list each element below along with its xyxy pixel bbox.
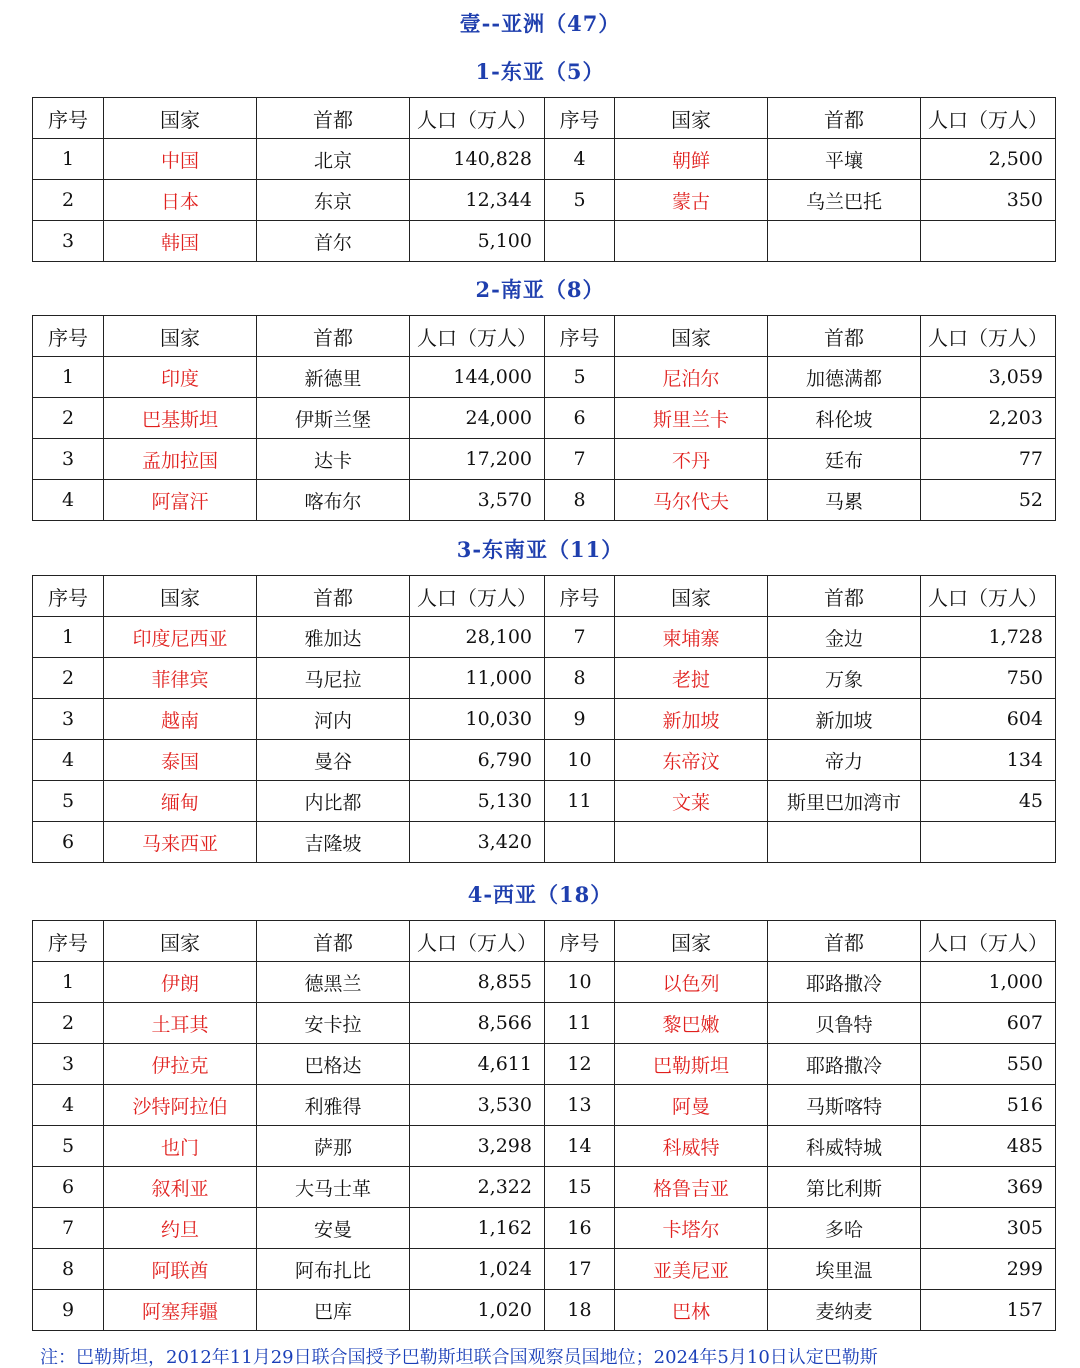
table-header-row <box>33 576 1056 617</box>
cell-capital: 万象 <box>768 658 921 699</box>
cell-population: 1,162 <box>410 1208 545 1249</box>
cell-population: 1,020 <box>410 1290 545 1331</box>
header-country: 国家 <box>615 921 768 962</box>
cell-population: 5,130 <box>410 781 545 822</box>
cell-index: 11 <box>545 1003 615 1044</box>
header-capital: 首都 <box>768 921 921 962</box>
cell-country: 科威特 <box>615 1126 768 1167</box>
cell-index: 1 <box>33 617 104 658</box>
cell-capital: 伊斯兰堡 <box>257 398 410 439</box>
section-title-southeast-asia: 3-东南亚（11） <box>456 537 624 562</box>
cell-country: 印度尼西亚 <box>104 617 257 658</box>
header-country: 国家 <box>104 576 257 617</box>
cell-capital: 科威特城 <box>768 1126 921 1167</box>
cell-index: 1 <box>33 357 104 398</box>
cell-index: 7 <box>545 439 615 480</box>
cell-index: 10 <box>545 740 615 781</box>
cell-capital: 雅加达 <box>257 617 410 658</box>
table-row <box>33 180 1056 221</box>
cell-country: 新加坡 <box>615 699 768 740</box>
cell-country: 阿塞拜疆 <box>104 1290 257 1331</box>
header-capital: 首都 <box>257 316 410 357</box>
cell-country: 东帝汶 <box>615 740 768 781</box>
header-country: 国家 <box>615 316 768 357</box>
cell-index: 18 <box>545 1290 615 1331</box>
header-index: 序号 <box>33 576 104 617</box>
main-title: 壹--亚洲（47） <box>459 11 621 36</box>
cell-index <box>545 822 615 863</box>
cell-population: 4,611 <box>410 1044 545 1085</box>
cell-capital: 多哈 <box>768 1208 921 1249</box>
cell-index: 4 <box>545 139 615 180</box>
header-index: 序号 <box>545 576 615 617</box>
header-population: 人口（万人） <box>410 576 545 617</box>
header-capital: 首都 <box>768 316 921 357</box>
header-capital: 首都 <box>257 921 410 962</box>
table-row <box>33 1249 1056 1290</box>
cell-population: 77 <box>921 439 1056 480</box>
header-capital: 首都 <box>257 98 410 139</box>
cell-population: 3,570 <box>410 480 545 521</box>
cell-capital: 马斯喀特 <box>768 1085 921 1126</box>
table-header-row <box>33 921 1056 962</box>
header-index: 序号 <box>545 316 615 357</box>
cell-index: 3 <box>33 699 104 740</box>
cell-index: 8 <box>545 658 615 699</box>
table-row <box>33 658 1056 699</box>
cell-index: 10 <box>545 962 615 1003</box>
table-header-row <box>33 316 1056 357</box>
header-population: 人口（万人） <box>410 316 545 357</box>
cell-population: 516 <box>921 1085 1056 1126</box>
cell-index: 8 <box>33 1249 104 1290</box>
cell-country: 黎巴嫩 <box>615 1003 768 1044</box>
footnote: 注：巴勒斯坦，2012年11月29日联合国授予巴勒斯坦联合国观察员国地位；2024年5月10日认定巴勒斯 <box>40 1348 878 1368</box>
table-header-row <box>33 98 1056 139</box>
cell-index: 7 <box>545 617 615 658</box>
cell-index: 9 <box>33 1290 104 1331</box>
cell-capital: 帝力 <box>768 740 921 781</box>
cell-country: 马尔代夫 <box>615 480 768 521</box>
header-country: 国家 <box>104 98 257 139</box>
cell-index: 7 <box>33 1208 104 1249</box>
cell-capital: 萨那 <box>257 1126 410 1167</box>
table-row <box>33 1003 1056 1044</box>
cell-country: 越南 <box>104 699 257 740</box>
cell-index: 6 <box>33 822 104 863</box>
cell-index: 4 <box>33 1085 104 1126</box>
cell-country: 沙特阿拉伯 <box>104 1085 257 1126</box>
cell-population: 604 <box>921 699 1056 740</box>
cell-index: 9 <box>545 699 615 740</box>
cell-country: 斯里兰卡 <box>615 398 768 439</box>
cell-population: 140,828 <box>410 139 545 180</box>
cell-index: 14 <box>545 1126 615 1167</box>
cell-population: 157 <box>921 1290 1056 1331</box>
cell-country: 卡塔尔 <box>615 1208 768 1249</box>
header-population: 人口（万人） <box>921 921 1056 962</box>
cell-capital: 耶路撒冷 <box>768 1044 921 1085</box>
cell-capital: 东京 <box>257 180 410 221</box>
cell-country <box>615 221 768 262</box>
cell-population: 45 <box>921 781 1056 822</box>
header-country: 国家 <box>104 316 257 357</box>
cell-index: 3 <box>33 439 104 480</box>
header-country: 国家 <box>104 921 257 962</box>
header-index: 序号 <box>33 98 104 139</box>
cell-population: 1,024 <box>410 1249 545 1290</box>
cell-capital: 曼谷 <box>257 740 410 781</box>
cell-population: 2,322 <box>410 1167 545 1208</box>
section-title-west-asia: 4-西亚（18） <box>467 882 613 907</box>
cell-population: 10,030 <box>410 699 545 740</box>
cell-index: 2 <box>33 180 104 221</box>
table-row <box>33 1044 1056 1085</box>
cell-index: 4 <box>33 740 104 781</box>
table-row <box>33 1208 1056 1249</box>
cell-capital: 喀布尔 <box>257 480 410 521</box>
cell-capital: 内比都 <box>257 781 410 822</box>
table-row <box>33 699 1056 740</box>
cell-index: 1 <box>33 962 104 1003</box>
cell-country: 阿曼 <box>615 1085 768 1126</box>
cell-index: 5 <box>545 357 615 398</box>
cell-country: 格鲁吉亚 <box>615 1167 768 1208</box>
cell-capital: 第比利斯 <box>768 1167 921 1208</box>
cell-country: 约旦 <box>104 1208 257 1249</box>
cell-index: 5 <box>33 781 104 822</box>
cell-population: 11,000 <box>410 658 545 699</box>
cell-index: 6 <box>545 398 615 439</box>
cell-country: 巴基斯坦 <box>104 398 257 439</box>
cell-country: 缅甸 <box>104 781 257 822</box>
cell-country: 伊拉克 <box>104 1044 257 1085</box>
cell-country: 朝鲜 <box>615 139 768 180</box>
table-south-asia <box>32 315 1056 521</box>
cell-population: 305 <box>921 1208 1056 1249</box>
cell-capital: 阿布扎比 <box>257 1249 410 1290</box>
table-row <box>33 221 1056 262</box>
cell-country: 老挝 <box>615 658 768 699</box>
cell-population: 24,000 <box>410 398 545 439</box>
cell-country: 印度 <box>104 357 257 398</box>
cell-capital: 平壤 <box>768 139 921 180</box>
header-index: 序号 <box>545 921 615 962</box>
table-row <box>33 1167 1056 1208</box>
cell-population: 17,200 <box>410 439 545 480</box>
cell-country: 尼泊尔 <box>615 357 768 398</box>
table-row <box>33 357 1056 398</box>
cell-capital: 贝鲁特 <box>768 1003 921 1044</box>
cell-capital: 新德里 <box>257 357 410 398</box>
cell-index: 5 <box>545 180 615 221</box>
header-population: 人口（万人） <box>921 98 1056 139</box>
cell-country: 孟加拉国 <box>104 439 257 480</box>
cell-capital <box>768 822 921 863</box>
section-title-south-asia: 2-南亚（8） <box>475 277 605 302</box>
cell-country: 以色列 <box>615 962 768 1003</box>
cell-country: 柬埔寨 <box>615 617 768 658</box>
cell-population: 28,100 <box>410 617 545 658</box>
cell-population: 52 <box>921 480 1056 521</box>
cell-index: 16 <box>545 1208 615 1249</box>
header-population: 人口（万人） <box>410 921 545 962</box>
cell-population: 12,344 <box>410 180 545 221</box>
cell-index: 6 <box>33 1167 104 1208</box>
cell-index: 5 <box>33 1126 104 1167</box>
cell-population: 369 <box>921 1167 1056 1208</box>
cell-country: 文莱 <box>615 781 768 822</box>
header-capital: 首都 <box>768 576 921 617</box>
cell-population: 8,566 <box>410 1003 545 1044</box>
cell-capital: 耶路撒冷 <box>768 962 921 1003</box>
table-row <box>33 781 1056 822</box>
table-row <box>33 962 1056 1003</box>
cell-index: 12 <box>545 1044 615 1085</box>
cell-capital: 科伦坡 <box>768 398 921 439</box>
cell-population: 607 <box>921 1003 1056 1044</box>
cell-population: 3,420 <box>410 822 545 863</box>
cell-country <box>615 822 768 863</box>
cell-country: 阿联酋 <box>104 1249 257 1290</box>
cell-index: 8 <box>545 480 615 521</box>
table-west-asia <box>32 920 1056 1331</box>
cell-capital: 埃里温 <box>768 1249 921 1290</box>
header-country: 国家 <box>615 98 768 139</box>
cell-population: 1,000 <box>921 962 1056 1003</box>
header-capital: 首都 <box>257 576 410 617</box>
table-southeast-asia <box>32 575 1056 863</box>
cell-population: 144,000 <box>410 357 545 398</box>
cell-population: 8,855 <box>410 962 545 1003</box>
cell-index: 3 <box>33 221 104 262</box>
cell-population: 350 <box>921 180 1056 221</box>
cell-index: 15 <box>545 1167 615 1208</box>
cell-population: 5,100 <box>410 221 545 262</box>
cell-capital: 金边 <box>768 617 921 658</box>
cell-country: 马来西亚 <box>104 822 257 863</box>
header-index: 序号 <box>33 316 104 357</box>
cell-population: 485 <box>921 1126 1056 1167</box>
cell-population: 3,059 <box>921 357 1056 398</box>
table-row <box>33 617 1056 658</box>
cell-capital: 河内 <box>257 699 410 740</box>
cell-capital: 德黑兰 <box>257 962 410 1003</box>
cell-country: 阿富汗 <box>104 480 257 521</box>
cell-capital: 利雅得 <box>257 1085 410 1126</box>
table-row <box>33 398 1056 439</box>
cell-capital: 大马士革 <box>257 1167 410 1208</box>
cell-capital: 北京 <box>257 139 410 180</box>
header-population: 人口（万人） <box>921 576 1056 617</box>
cell-country: 韩国 <box>104 221 257 262</box>
cell-capital: 安卡拉 <box>257 1003 410 1044</box>
cell-country: 也门 <box>104 1126 257 1167</box>
cell-population: 3,298 <box>410 1126 545 1167</box>
cell-capital: 麦纳麦 <box>768 1290 921 1331</box>
cell-index: 17 <box>545 1249 615 1290</box>
header-country: 国家 <box>615 576 768 617</box>
cell-population: 550 <box>921 1044 1056 1085</box>
cell-capital: 新加坡 <box>768 699 921 740</box>
cell-population: 1,728 <box>921 617 1056 658</box>
cell-index: 2 <box>33 658 104 699</box>
cell-population <box>921 221 1056 262</box>
cell-country: 土耳其 <box>104 1003 257 1044</box>
cell-capital: 马累 <box>768 480 921 521</box>
cell-capital: 首尔 <box>257 221 410 262</box>
cell-country: 亚美尼亚 <box>615 1249 768 1290</box>
cell-population: 299 <box>921 1249 1056 1290</box>
table-row <box>33 139 1056 180</box>
cell-capital: 吉隆坡 <box>257 822 410 863</box>
header-population: 人口（万人） <box>921 316 1056 357</box>
cell-country: 巴勒斯坦 <box>615 1044 768 1085</box>
cell-capital: 乌兰巴托 <box>768 180 921 221</box>
header-index: 序号 <box>33 921 104 962</box>
cell-population: 750 <box>921 658 1056 699</box>
cell-country: 巴林 <box>615 1290 768 1331</box>
cell-capital <box>768 221 921 262</box>
header-capital: 首都 <box>768 98 921 139</box>
cell-country: 菲律宾 <box>104 658 257 699</box>
cell-index: 13 <box>545 1085 615 1126</box>
cell-population: 2,500 <box>921 139 1056 180</box>
cell-capital: 斯里巴加湾市 <box>768 781 921 822</box>
cell-index: 2 <box>33 398 104 439</box>
table-row <box>33 439 1056 480</box>
cell-population: 3,530 <box>410 1085 545 1126</box>
cell-population: 2,203 <box>921 398 1056 439</box>
table-row <box>33 1085 1056 1126</box>
cell-country: 泰国 <box>104 740 257 781</box>
table-row <box>33 822 1056 863</box>
cell-capital: 马尼拉 <box>257 658 410 699</box>
cell-capital: 廷布 <box>768 439 921 480</box>
cell-population: 6,790 <box>410 740 545 781</box>
cell-capital: 安曼 <box>257 1208 410 1249</box>
cell-country: 日本 <box>104 180 257 221</box>
cell-index: 2 <box>33 1003 104 1044</box>
cell-population: 134 <box>921 740 1056 781</box>
cell-index <box>545 221 615 262</box>
cell-country: 中国 <box>104 139 257 180</box>
cell-country: 伊朗 <box>104 962 257 1003</box>
cell-index: 11 <box>545 781 615 822</box>
cell-population <box>921 822 1056 863</box>
table-row <box>33 1290 1056 1331</box>
table-row <box>33 480 1056 521</box>
header-population: 人口（万人） <box>410 98 545 139</box>
cell-capital: 巴格达 <box>257 1044 410 1085</box>
cell-capital: 加德满都 <box>768 357 921 398</box>
cell-country: 不丹 <box>615 439 768 480</box>
cell-index: 3 <box>33 1044 104 1085</box>
table-row <box>33 740 1056 781</box>
cell-index: 1 <box>33 139 104 180</box>
cell-index: 4 <box>33 480 104 521</box>
table-row <box>33 1126 1056 1167</box>
table-east-asia <box>32 97 1056 262</box>
cell-country: 叙利亚 <box>104 1167 257 1208</box>
header-index: 序号 <box>545 98 615 139</box>
section-title-east-asia: 1-东亚（5） <box>475 59 605 84</box>
cell-capital: 达卡 <box>257 439 410 480</box>
cell-country: 蒙古 <box>615 180 768 221</box>
cell-capital: 巴库 <box>257 1290 410 1331</box>
